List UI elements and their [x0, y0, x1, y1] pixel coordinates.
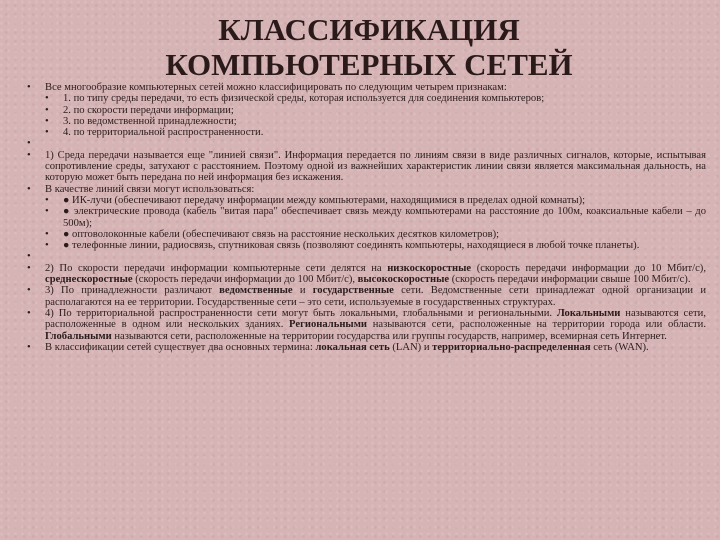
bullet-icon: •	[27, 307, 31, 319]
term-regional: Региональными	[289, 319, 368, 331]
bullet-icon: •	[27, 183, 31, 195]
bullet-icon: •	[27, 262, 31, 274]
bullet-icon: •	[27, 251, 31, 263]
bullet-icon: •	[27, 82, 31, 93]
slide-body	[27, 82, 706, 353]
term-state: государственные	[312, 285, 394, 297]
intro-paragraph: • Все многообразие компьютерных сетей можно классифицировать по следующим четырем признакам:	[27, 82, 507, 93]
paragraph-terms: • В классификации сетей существует два основных термина: локальная сеть (LAN) и территориально-распределенная сеть (WAN).	[27, 341, 649, 353]
bullet-icon: •	[27, 285, 31, 297]
paragraph-ownership: • 3) По принадлежности различают ведомственные и государственные сети. Ведомственные сети принадлежат одной организации и располагаются на ее территории. Государственные сети – это сети, используемые в государственных структурах.	[27, 285, 706, 308]
slide-title	[0, 0, 720, 82]
bullet-icon: •	[45, 127, 49, 139]
bullet-icon: •	[45, 228, 49, 240]
line-type-item: • ● ИК-лучи (обеспечивают передачу информации между компьютерами, находящимися в пределах одной комнаты);	[45, 194, 586, 206]
criteria-item: • 3. по ведомственной принадлежности;	[45, 115, 237, 127]
title-line-2: КОМПЬЮТЕРНЫХ СЕТЕЙ	[165, 47, 573, 82]
bullet-icon: •	[27, 341, 31, 353]
paragraph-territory: • 4) По территориальной распространенности сети могут быть локальными, глобальными и региональными. Локальными называются сети, расположенные в одном или нескольких зданиях. Региональными называются сети, расположенные на территории города или области. Глобальными называются сети, расположенные на территории государства или группы государств, например, всемирная сеть Интернет.	[27, 307, 706, 342]
line-type-item: • ● оптоволоконные кабели (обеспечивают связь на расстояние нескольких десятков километров);	[45, 228, 500, 240]
term-high-speed: высокоскоростные	[357, 274, 450, 286]
term-local: Локальными	[556, 307, 621, 319]
bullet-icon: •	[27, 149, 31, 161]
empty-bullet	[27, 251, 706, 262]
term-global: Глобальными	[45, 330, 112, 342]
bullet-icon: •	[45, 194, 49, 206]
line-type-item: • ● электрические провода (кабель "витая пара" обеспечивает связь между компьютерами на расстояние до 100м, коаксиальные кабели – до 500м);	[45, 206, 706, 229]
bullet-icon: •	[45, 93, 49, 105]
bullet-icon: •	[45, 104, 49, 116]
term-low-speed: низкоскоростные	[387, 262, 472, 274]
empty-bullet	[27, 138, 706, 149]
bullet-icon: •	[45, 115, 49, 127]
paragraph-speed: • 2) По скорости передачи информации компьютерные сети делятся на низкоскоростные (скорость передачи информации до 10 Мбит/с), среднескоростные (скорость передачи информации до 100 Мбит/с), высокоскоростные (скорость передачи информации свыше 100 Мбит/с).	[27, 262, 706, 286]
criteria-item: • 1. по типу среды передачи, то есть физической среды, которая используется для соединения компьютеров;	[45, 93, 545, 105]
bullet-icon: •	[45, 240, 49, 252]
bullet-icon: •	[27, 138, 31, 150]
term-lan: локальная сеть	[315, 341, 390, 353]
paragraph-medium: • 1) Среда передачи называется еще "линией связи". Информация передается по линиям связи в виде различных сигналов, которые, испытывая сопротивление среды, затухают с расстоянием. Поэтому одной из важнейших характеристик линии связи является максимальная дальность, на которую может быть передана по ней информация без искажения.	[27, 149, 706, 184]
term-wan: территориально-распределенная	[432, 341, 591, 353]
title-line-1: КЛАССИФИКАЦИЯ	[218, 12, 520, 47]
criteria-item: • 4. по территориальной распространенности.	[45, 127, 264, 139]
bullet-icon: •	[45, 206, 49, 218]
lines-intro: • В качестве линий связи могут использоваться:	[27, 183, 255, 195]
term-departmental: ведомственные	[219, 285, 293, 297]
term-mid-speed: среднескоростные	[45, 274, 133, 286]
criteria-item: • 2. по скорости передачи информации;	[45, 104, 234, 116]
line-type-item: • ● телефонные линии, радиосвязь, спутниковая связь (позволяют соединять компьютеры, находящиеся в любой точке планеты).	[45, 240, 640, 252]
